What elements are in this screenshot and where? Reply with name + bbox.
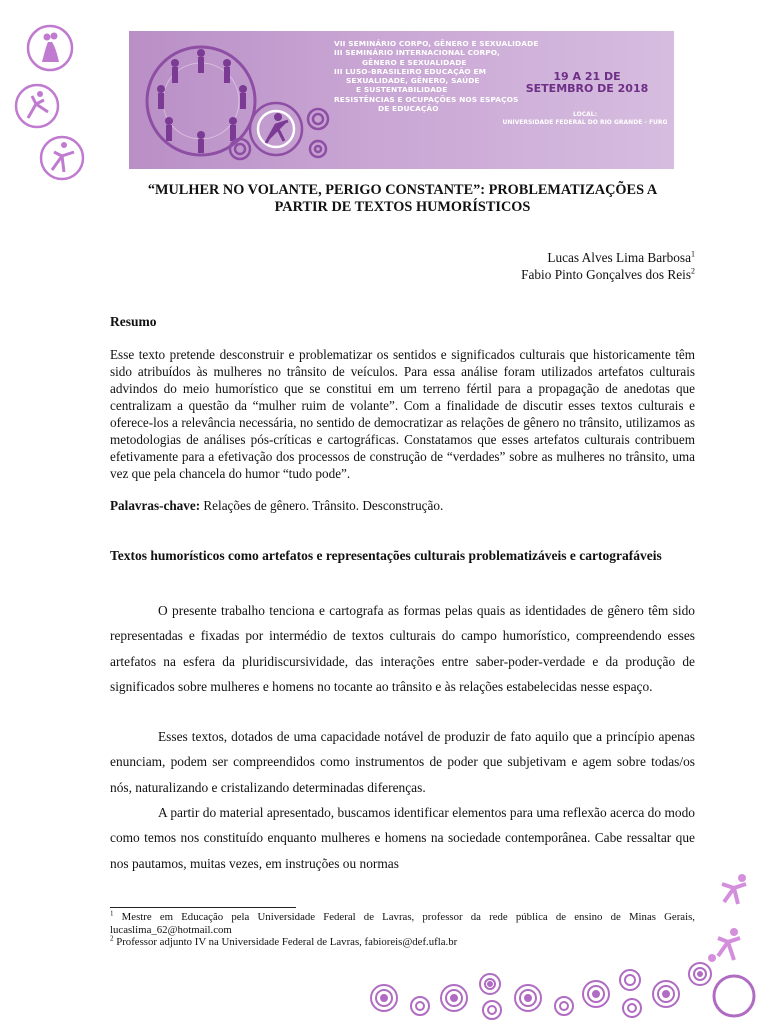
banner-line: III SEMINÁRIO INTERNACIONAL CORPO,: [334, 48, 500, 58]
authors: [521, 249, 695, 283]
keywords-text: Relações de gênero. Trânsito. Desconstrução.: [200, 498, 444, 513]
footnote-divider: [110, 907, 296, 908]
dates-line: 19 A 21 DE: [553, 70, 621, 83]
footnote-mark: 1: [110, 909, 114, 918]
footnote-text: Professor adjunto IV na Universidade Federal de Lavras, fabioreis@def.ufla.br: [113, 936, 458, 948]
footnote-text: Mestre em Educação pela Universidade Federal de Lavras, professor da rede pública de ensino de Minas Gerais, lucaslima_62@hotmail.com: [110, 911, 695, 936]
banner-line: SEXUALIDADE, GÊNERO, SAÚDE: [346, 76, 480, 85]
title-line: “MULHER NO VOLANTE, PERIGO CONSTANTE”: PROBLEMATIZAÇÕES A: [147, 182, 658, 198]
banner-line: III LUSO-BRASILEIRO EDUCAÇÃO EM: [334, 66, 487, 76]
paragraph-1: O presente trabalho tenciona e cartografa as formas pelas quais as identidades de gênero têm sido representadas e fixadas por intermédio de textos culturais do campo humorístico, compreendendo esses artefatos na esfera da pluridiscursividade, das interações entre saber-poder-verdade e da produção de significados sobre mulheres e homens no tocante ao trânsito e às relações estabelecidas nesse espaço.: [110, 603, 695, 694]
banner-line: DE EDUCAÇÃO: [378, 103, 439, 113]
title-line: PARTIR DE TEXTOS HUMORÍSTICOS: [274, 199, 531, 215]
dancer-circle-icon: [26, 22, 74, 74]
banner-dates: [517, 71, 657, 95]
footnote-mark: 1: [691, 249, 695, 259]
player-figure-icon: [716, 872, 756, 908]
keywords-label: Palavras-chave:: [110, 498, 201, 513]
banner-line: E SUSTENTABILIDADE: [356, 85, 448, 95]
footnote-2: [110, 936, 695, 949]
abstract-heading: Resumo: [110, 314, 157, 329]
author-1: [521, 249, 695, 266]
location-label: LOCAL:: [573, 111, 597, 118]
location-value: UNIVERSIDADE FEDERAL DO RIO GRANDE - FURG: [502, 118, 668, 126]
keywords: [110, 497, 695, 514]
event-banner: [129, 31, 674, 169]
paper-title: [110, 182, 695, 216]
dancer-circle-icon: [34, 132, 92, 184]
footnotes: [110, 911, 695, 949]
author-name: Lucas Alves Lima Barbosa: [547, 250, 691, 265]
concentric-circles-decoration: [360, 958, 768, 1024]
paragraph-2: Esses textos, dotados de uma capacidade notável de produzir de fato aquilo que a princípio apenas enunciam, podem ser compreendidos como instrumentos de poder que subjetivam e agem sobre todas/os nós, naturalizando e cristalizando determinadas diferenças.: [110, 729, 695, 795]
concentric-circles-decoration: [224, 95, 334, 169]
banner-line: GÊNERO E SEXUALIDADE: [362, 57, 467, 67]
footnote-mark: 2: [691, 266, 695, 276]
banner-line: VII SEMINÁRIO CORPO, GÊNERO E SEXUALIDADE: [334, 39, 539, 48]
banner-event-titles: [334, 39, 539, 113]
footnote-1: [110, 911, 695, 936]
author-name: Fabio Pinto Gonçalves dos Reis: [521, 267, 691, 282]
figures-circle-icon: [8, 82, 66, 130]
author-2: [521, 266, 695, 283]
section-heading: Textos humorísticos como artefatos e representações culturais problematizáveis e cartografáveis: [110, 548, 662, 563]
banner-line: RESISTÊNCIAS E OCUPAÇÕES NOS ESPAÇOS: [334, 94, 519, 104]
paragraph-3: A partir do material apresentado, buscamos identificar elementos para uma reflexão acerca do modo como temos nos constituído enquanto mulheres e homens na sociedade contemporânea. Cabe ressaltar que nos pautamos, muitas vezes, em instruções ou normas: [110, 805, 695, 871]
dates-line: SETEMBRO DE 2018: [525, 82, 649, 96]
abstract-text: Esse texto pretende desconstruir e problematizar os sentidos e significados culturais que historicamente têm sido atribuídos às mulheres no trânsito de veículos. Para essa análise foram utilizados artefatos culturais advindos do meio humorístico que se constitui em um terreno fértil para a propagação de anedotas que centralizam a questão da “mulher ruim de volante”. Com a finalidade de discutir esses textos culturais e oferece-los a relevância necessária, no sentido de democratizar as relações de gênero no trânsito, utilizamos as metodologias de análises pós-críticas e cartográficas. Constatamos que esses artefatos culturais contribuem efetivamente para a efetivação dos processos de construção de “verdades” sobre as mulheres no trânsito, uma vez que pela chancela do humor “tudo pode”.: [110, 347, 695, 481]
banner-location: [501, 111, 669, 127]
footnote-mark: 2: [110, 934, 114, 943]
